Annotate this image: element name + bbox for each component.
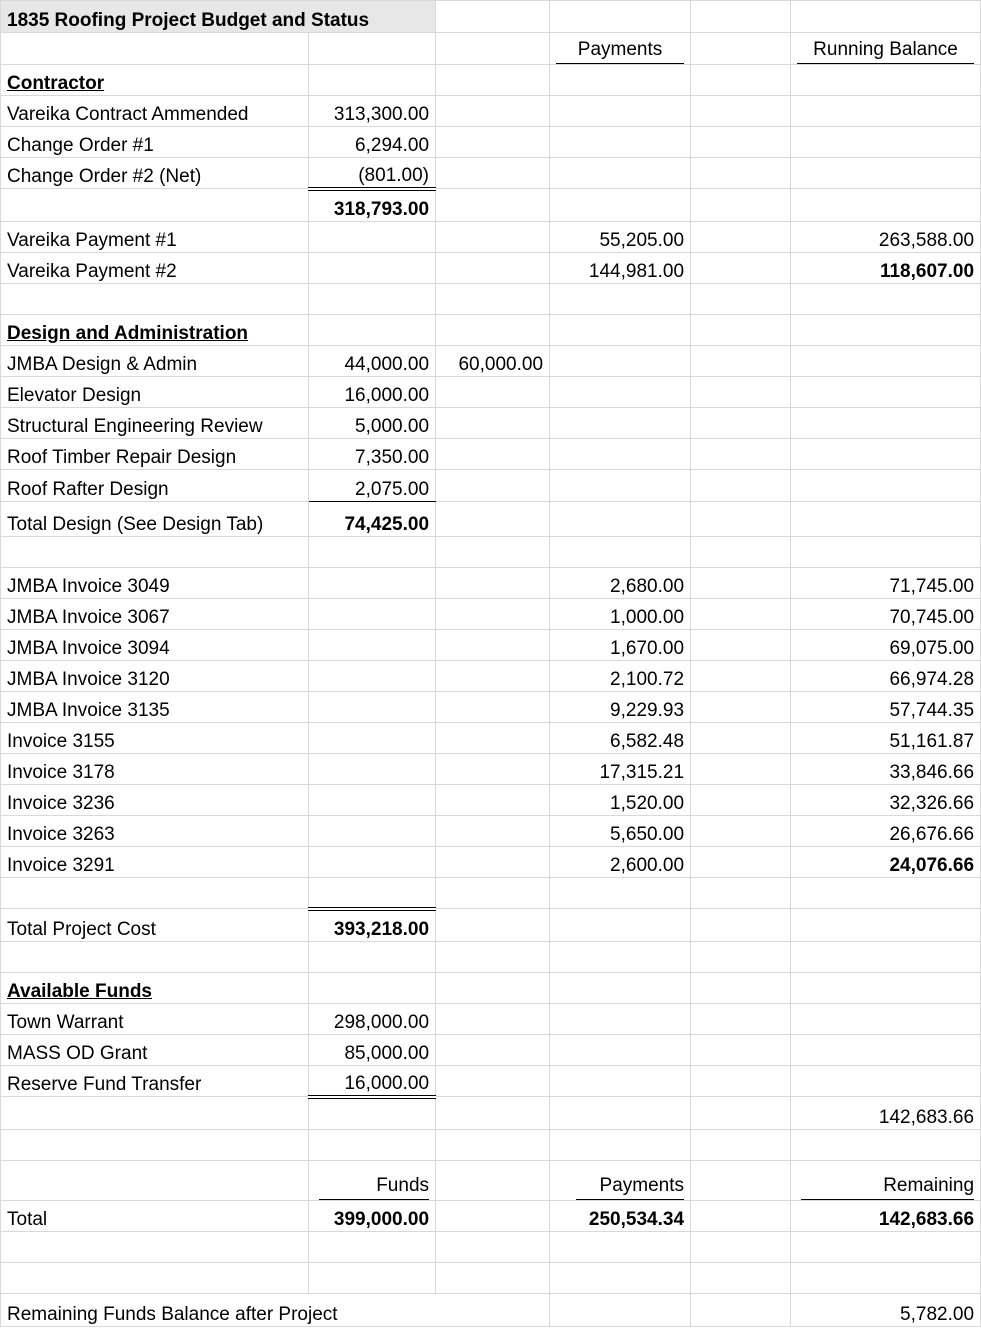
item-label[interactable]: Roof Timber Repair Design bbox=[1, 439, 309, 470]
running-balance[interactable]: 66,974.28 bbox=[791, 661, 981, 692]
payment-amount[interactable]: 55,205.00 bbox=[550, 222, 691, 253]
fund-amount[interactable]: 298,000.00 bbox=[309, 1004, 436, 1035]
design-heading[interactable]: Design and Administration bbox=[1, 315, 309, 346]
running-balance-header[interactable]: Running Balance bbox=[791, 33, 981, 65]
payment-label[interactable]: Vareika Payment #2 bbox=[1, 253, 309, 284]
invoice-payment[interactable]: 1,670.00 bbox=[550, 630, 691, 661]
funds-header[interactable]: Funds bbox=[309, 1161, 436, 1201]
item-label[interactable]: Change Order #1 bbox=[1, 127, 309, 158]
running-balance[interactable]: 71,745.00 bbox=[791, 568, 981, 599]
item-label[interactable]: Change Order #2 (Net) bbox=[1, 158, 309, 189]
funds-balance[interactable]: 142,683.66 bbox=[791, 1097, 981, 1130]
invoice-payment[interactable]: 17,315.21 bbox=[550, 754, 691, 785]
invoice-label[interactable]: Invoice 3236 bbox=[1, 785, 309, 816]
invoice-payment[interactable]: 1,000.00 bbox=[550, 599, 691, 630]
item-label[interactable]: Roof Rafter Design bbox=[1, 470, 309, 502]
invoice-payment[interactable]: 2,100.72 bbox=[550, 661, 691, 692]
project-total[interactable]: 393,218.00 bbox=[309, 909, 436, 942]
fund-label[interactable]: Town Warrant bbox=[1, 1004, 309, 1035]
item-amount[interactable]: 16,000.00 bbox=[309, 377, 436, 408]
invoice-payment[interactable]: 1,520.00 bbox=[550, 785, 691, 816]
invoice-label[interactable]: JMBA Invoice 3067 bbox=[1, 599, 309, 630]
invoice-payment[interactable]: 6,582.48 bbox=[550, 723, 691, 754]
item-amount[interactable]: 2,075.00 bbox=[309, 470, 436, 502]
item-label[interactable]: Elevator Design bbox=[1, 377, 309, 408]
invoice-label[interactable]: Invoice 3178 bbox=[1, 754, 309, 785]
fund-amount[interactable]: 85,000.00 bbox=[309, 1035, 436, 1066]
fund-amount[interactable]: 16,000.00 bbox=[309, 1066, 436, 1097]
fund-label[interactable]: MASS OD Grant bbox=[1, 1035, 309, 1066]
invoice-label[interactable]: Invoice 3155 bbox=[1, 723, 309, 754]
total-label[interactable]: Total bbox=[1, 1201, 309, 1232]
item-amount[interactable]: 6,294.00 bbox=[309, 127, 436, 158]
contractor-total[interactable]: 318,793.00 bbox=[309, 189, 436, 222]
invoice-label[interactable]: JMBA Invoice 3094 bbox=[1, 630, 309, 661]
running-balance[interactable]: 263,588.00 bbox=[791, 222, 981, 253]
running-balance[interactable]: 24,076.66 bbox=[791, 847, 981, 878]
invoice-label[interactable]: JMBA Invoice 3135 bbox=[1, 692, 309, 723]
item-amount[interactable]: 7,350.00 bbox=[309, 439, 436, 470]
running-balance[interactable]: 70,745.00 bbox=[791, 599, 981, 630]
invoice-payment[interactable]: 9,229.93 bbox=[550, 692, 691, 723]
running-balance[interactable]: 33,846.66 bbox=[791, 754, 981, 785]
invoice-payment[interactable]: 2,600.00 bbox=[550, 847, 691, 878]
total-payments[interactable]: 250,534.34 bbox=[550, 1201, 691, 1232]
running-balance[interactable]: 118,607.00 bbox=[791, 253, 981, 284]
fund-label[interactable]: Reserve Fund Transfer bbox=[1, 1066, 309, 1097]
invoice-label[interactable]: Invoice 3291 bbox=[1, 847, 309, 878]
summary-payments-header[interactable]: Payments bbox=[550, 1161, 691, 1201]
running-balance[interactable]: 57,744.35 bbox=[791, 692, 981, 723]
running-balance[interactable]: 26,676.66 bbox=[791, 816, 981, 847]
invoice-payment[interactable]: 2,680.00 bbox=[550, 568, 691, 599]
invoice-payment[interactable]: 5,650.00 bbox=[550, 816, 691, 847]
item-label[interactable]: Vareika Contract Ammended bbox=[1, 96, 309, 127]
invoice-label[interactable]: Invoice 3263 bbox=[1, 816, 309, 847]
project-total-label[interactable]: Total Project Cost bbox=[1, 909, 309, 942]
payments-header[interactable]: Payments bbox=[550, 33, 691, 65]
design-total[interactable]: 74,425.00 bbox=[309, 502, 436, 537]
contractor-heading[interactable]: Contractor bbox=[1, 65, 309, 96]
payment-label[interactable]: Vareika Payment #1 bbox=[1, 222, 309, 253]
running-balance[interactable]: 69,075.00 bbox=[791, 630, 981, 661]
item-label[interactable]: JMBA Design & Admin bbox=[1, 346, 309, 377]
remaining-after-amount[interactable]: 5,782.00 bbox=[791, 1294, 981, 1327]
running-balance[interactable]: 32,326.66 bbox=[791, 785, 981, 816]
remaining-header[interactable]: Remaining bbox=[791, 1161, 981, 1201]
design-total-label[interactable]: Total Design (See Design Tab) bbox=[1, 502, 309, 537]
invoice-label[interactable]: JMBA Invoice 3049 bbox=[1, 568, 309, 599]
item-label[interactable]: Structural Engineering Review bbox=[1, 408, 309, 439]
total-funds[interactable]: 399,000.00 bbox=[309, 1201, 436, 1232]
payment-amount[interactable]: 144,981.00 bbox=[550, 253, 691, 284]
item-extra-amount[interactable]: 60,000.00 bbox=[436, 346, 550, 377]
running-balance[interactable]: 51,161.87 bbox=[791, 723, 981, 754]
sheet-title[interactable]: 1835 Roofing Project Budget and Status bbox=[1, 1, 436, 33]
item-amount[interactable]: 5,000.00 bbox=[309, 408, 436, 439]
invoice-label[interactable]: JMBA Invoice 3120 bbox=[1, 661, 309, 692]
total-remaining[interactable]: 142,683.66 bbox=[791, 1201, 981, 1232]
item-amount[interactable]: 313,300.00 bbox=[309, 96, 436, 127]
funds-heading[interactable]: Available Funds bbox=[1, 973, 309, 1004]
item-amount[interactable]: (801.00) bbox=[309, 158, 436, 189]
item-amount[interactable]: 44,000.00 bbox=[309, 346, 436, 377]
remaining-after-label[interactable]: Remaining Funds Balance after Project bbox=[1, 1294, 550, 1327]
